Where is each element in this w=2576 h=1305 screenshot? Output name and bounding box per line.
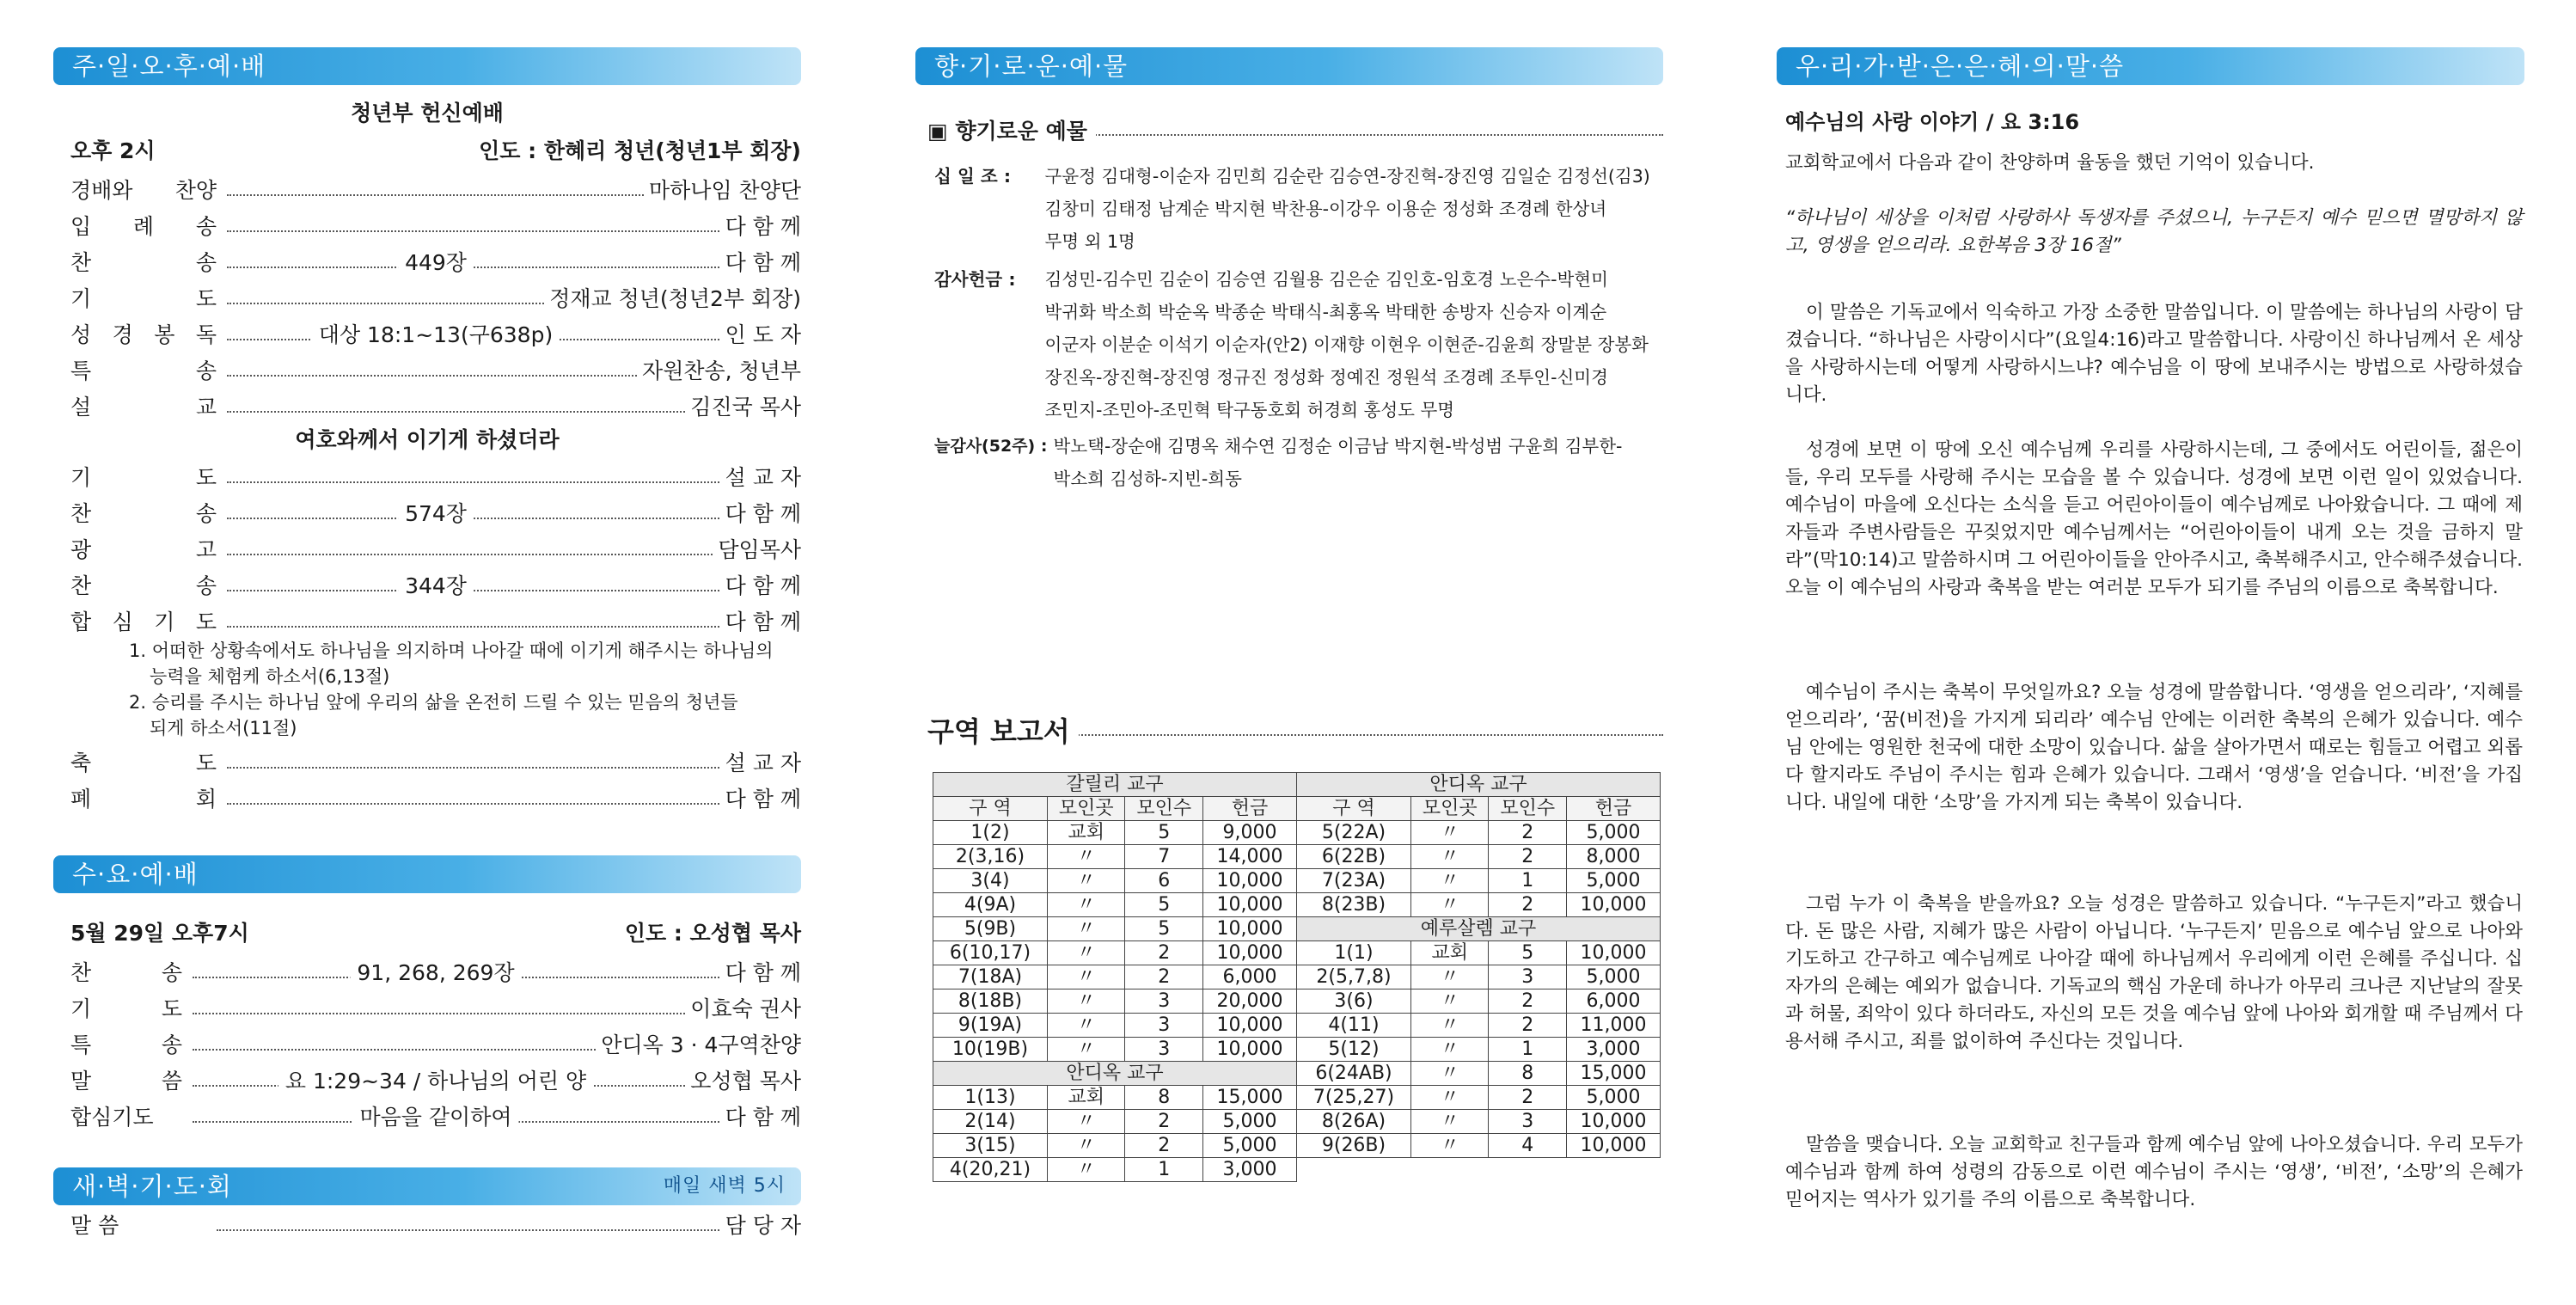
table-cell: 7(25,27) bbox=[1297, 1086, 1411, 1110]
order-row bbox=[70, 499, 801, 530]
table-row bbox=[1297, 989, 1661, 1014]
table-cell: 10,000 bbox=[1202, 893, 1296, 917]
name-line: 박귀화 박소희 박순옥 박종순 박태식-최홍옥 박태한 송방자 신승자 이계순 bbox=[1044, 302, 1607, 322]
table-cell: 2 bbox=[1489, 821, 1567, 845]
paragraph-2: 성경에 보면 이 땅에 오신 예수님께 우리를 사랑하시는데, 그 중에서도 어린이들, 젊은이들, 우리 모두를 사랑해 주시는 모습을 볼 수 있습니다. 성경에 보면 이런 일이 있었습니다. 예수님이 마을에 오신다는 소식을 듣고 어린아이들이 예수님께로 나아왔습니다. 그 때에 제자들과 주변사람들은 꾸짖었지만 예수님께서는 “어린아이들이 내게 오는 것을 금하지 말라”(막10:14)고 말씀하시며 그 어린아이들을 안아주시고, 축복해주시고, 안수해주셨습니다. 오늘 이 예수님의 사랑과 축복을 받는 여러분 모두가 되기를 주님의 이름으로 축복합니다. bbox=[1785, 439, 2523, 598]
intro-line: 교회학교에서 다음과 같이 찬양하며 율동을 했던 기억이 있습니다. bbox=[1785, 152, 2315, 174]
table-cell: 3,000 bbox=[1202, 1158, 1296, 1182]
order-right: 다 함 께 bbox=[720, 571, 801, 602]
name-line: 구윤정 김대형-이순자 김민희 김순란 김승연-장진혁-장진영 김일순 김정선(김3) bbox=[1044, 166, 1650, 187]
group-name: 안디옥 교구 bbox=[933, 1062, 1297, 1086]
prayer-line: 되게 하소서(11절) bbox=[150, 718, 297, 738]
order-label: 기 도 bbox=[70, 286, 217, 311]
name-line: 박노택-장순애 김명옥 채수연 김정순 이금남 박지현-박성범 구윤희 김부한- bbox=[1053, 436, 1623, 456]
season-label: 늘감사(52주) : bbox=[934, 437, 1048, 456]
order-label: 성 경 봉 독 bbox=[70, 322, 217, 347]
order-row bbox=[70, 1030, 801, 1061]
district-report-table-right bbox=[1296, 772, 1661, 1158]
table-cell: 10,000 bbox=[1202, 1014, 1296, 1038]
table-cell: 3 bbox=[1489, 965, 1567, 989]
table-cell: 10(19B) bbox=[933, 1038, 1048, 1062]
order-label: 찬 송 bbox=[70, 501, 217, 526]
dotted-leader bbox=[227, 767, 801, 769]
name-line: 조민지-조민아-조민혁 탁구동호회 허경희 홍성도 무명 bbox=[1044, 400, 1455, 420]
table-cell: 2 bbox=[1489, 893, 1567, 917]
name-line: 김창미 김태정 남계순 박지현 박찬용-이강우 이용순 정성화 조경례 한상녀 bbox=[1044, 199, 1607, 219]
table-row bbox=[933, 893, 1297, 917]
table-cell: 2 bbox=[1125, 965, 1203, 989]
table-row bbox=[1297, 1134, 1661, 1158]
table-cell: 〃 bbox=[1410, 989, 1489, 1014]
dotted-leader bbox=[217, 1229, 801, 1231]
tithe-section bbox=[934, 160, 1650, 258]
table-cell: 6(22B) bbox=[1297, 845, 1411, 869]
table-cell: 〃 bbox=[1047, 1014, 1125, 1038]
order-label: 합 심 기 도 bbox=[70, 610, 217, 634]
group-row bbox=[1297, 917, 1661, 941]
table-cell: 모인수 bbox=[1489, 797, 1567, 821]
table-cell: 6(24AB) bbox=[1297, 1062, 1411, 1086]
table-cell: 5 bbox=[1125, 893, 1203, 917]
tithe-names bbox=[1045, 160, 1650, 258]
dawn-order-row bbox=[70, 1210, 801, 1241]
order-right: 마하나임 찬양단 bbox=[644, 175, 801, 206]
table-cell: 〃 bbox=[1047, 869, 1125, 893]
service-title: 청년부 헌신예배 bbox=[351, 101, 504, 126]
order-detail: 574장 bbox=[398, 499, 474, 530]
dotted-leader bbox=[227, 590, 801, 591]
table-cell: 〃 bbox=[1047, 1038, 1125, 1062]
group-name: 갈릴리 교구 bbox=[933, 773, 1297, 797]
table-cell: 3(15) bbox=[933, 1134, 1048, 1158]
paragraph-4: 그럼 누가 이 축복을 받을까요? 오늘 성경은 말씀하고 있습니다. “누구든지”라고 했습니다. 돈 많은 사람, 지혜가 많은 사람이 아닙니다. ‘누구든지’ 믿음으로 예수님 앞으로 나아와 기도하고 간구하고 예수님께로 나아갈 때에 하나님께서 우리에게 이런 은혜를 주십니다. 십자가의 은혜는 예외가 없습니다. 기독교의 핵심 가운데 하나가 아무리 크나큰 지난날의 잘못과 허물, 죄악이 있다 하더라도, 자신의 모든 것을 예수님 앞에 나아와 회개할 때 주님께서 다 용서해 주시고, 죄를 없이하여 주신다는 것입니다. bbox=[1785, 893, 2523, 1052]
table-row bbox=[933, 941, 1297, 965]
table-row bbox=[1297, 1062, 1661, 1086]
name-line: 무명 외 1명 bbox=[1044, 231, 1135, 252]
table-cell: 8(18B) bbox=[933, 989, 1048, 1014]
order-right: 다 함 께 bbox=[720, 499, 801, 530]
table-cell: 구 역 bbox=[933, 797, 1048, 821]
table-cell: 모인곳 bbox=[1047, 797, 1125, 821]
order-row bbox=[70, 1102, 801, 1133]
group-name: 안디옥 교구 bbox=[1297, 773, 1661, 797]
table-cell: 〃 bbox=[1047, 989, 1125, 1014]
order-label: 광 고 bbox=[70, 537, 217, 562]
table-cell: 1 bbox=[1489, 869, 1567, 893]
table-cell: 2(5,7,8) bbox=[1297, 965, 1411, 989]
table-cell: 교회 bbox=[1047, 821, 1125, 845]
order-right: 다 함 께 bbox=[720, 784, 801, 815]
dotted-leader bbox=[227, 230, 801, 232]
order-label: 축 도 bbox=[70, 751, 217, 775]
table-cell: 〃 bbox=[1410, 821, 1489, 845]
prayer-line: 2. 승리를 주시는 하나님 앞에 우리의 삶을 온전히 드릴 수 있는 믿음의 청년들 bbox=[129, 692, 738, 713]
table-cell: 1 bbox=[1125, 1158, 1203, 1182]
table-cell: 14,000 bbox=[1202, 845, 1296, 869]
table-cell: 3 bbox=[1125, 1014, 1203, 1038]
group-row bbox=[933, 773, 1297, 797]
table-row bbox=[1297, 1038, 1661, 1062]
table-row bbox=[1297, 869, 1661, 893]
sermon-title: 여호와께서 이기게 하셨더라 bbox=[295, 427, 560, 452]
table-row bbox=[1297, 941, 1661, 965]
sermon-summary-title: 예수님의 사랑 이야기 / 요 3:16 bbox=[1785, 110, 2080, 134]
table-cell: 10,000 bbox=[1566, 1110, 1660, 1134]
order-row bbox=[70, 211, 801, 242]
order-right: 다 함 께 bbox=[720, 958, 801, 989]
paragraph-5: 말씀을 맺습니다. 오늘 교회학교 친구들과 함께 예수님 앞에 나아오셨습니다. 우리 모두가 예수님과 함께 하여 성령의 감동으로 이런 예수님이 주시는 ‘영생’, ‘비전’, ‘소망’의 은혜가 믿어지는 역사가 있기를 주의 이름으로 축복합니다. bbox=[1785, 1134, 2523, 1210]
order-right: 오성협 목사 bbox=[685, 1066, 801, 1097]
table-cell: 6,000 bbox=[1202, 965, 1296, 989]
table-cell: 2 bbox=[1489, 1086, 1567, 1110]
table-cell: 3 bbox=[1489, 1110, 1567, 1134]
order-right: 다 함 께 bbox=[720, 211, 801, 242]
table-cell: 〃 bbox=[1410, 869, 1489, 893]
order-row bbox=[70, 356, 801, 387]
order-label: 기 도 bbox=[70, 996, 182, 1021]
table-row bbox=[933, 1134, 1297, 1158]
table-cell: 8(26A) bbox=[1297, 1110, 1411, 1134]
order-detail: 대상 18:1~13(구638p) bbox=[312, 320, 560, 351]
table-cell: 3 bbox=[1125, 989, 1203, 1014]
order-label: 특 송 bbox=[70, 1032, 182, 1057]
table-cell: 3(4) bbox=[933, 869, 1048, 893]
table-cell: 〃 bbox=[1047, 1158, 1125, 1182]
table-cell: 4 bbox=[1489, 1134, 1567, 1158]
prayer-line: 능력을 체험케 하소서(6,13절) bbox=[150, 666, 390, 687]
prayer-item-1 bbox=[129, 638, 774, 689]
table-cell: 〃 bbox=[1047, 965, 1125, 989]
order-row bbox=[70, 284, 801, 315]
table-cell: 8 bbox=[1489, 1062, 1567, 1086]
table-cell: 15,000 bbox=[1566, 1062, 1660, 1086]
table-row bbox=[933, 1158, 1297, 1182]
order-row bbox=[70, 1066, 801, 1097]
table-cell: 20,000 bbox=[1202, 989, 1296, 1014]
order-right: 설 교 자 bbox=[720, 463, 801, 493]
order-right: 안디옥 3 · 4구역찬양 bbox=[596, 1030, 801, 1061]
table-cell: 〃 bbox=[1410, 845, 1489, 869]
order-right: 김진국 목사 bbox=[685, 392, 801, 423]
thanks-label: 감사헌금 : bbox=[934, 269, 1016, 290]
dawn-prayer-time: 매일 새벽 5시 bbox=[663, 1175, 786, 1197]
table-cell: 〃 bbox=[1047, 1110, 1125, 1134]
thanks-names bbox=[1045, 263, 1649, 426]
table-row bbox=[933, 1014, 1297, 1038]
order-right: 자원찬송, 청년부 bbox=[637, 356, 801, 387]
table-cell: 4(9A) bbox=[933, 893, 1048, 917]
banner-title: 주·일·오·후·예·배 bbox=[72, 52, 266, 81]
table-cell: 2(14) bbox=[933, 1110, 1048, 1134]
table-row bbox=[933, 965, 1297, 989]
table-row bbox=[933, 869, 1297, 893]
table-cell: 7(18A) bbox=[933, 965, 1048, 989]
order-row bbox=[70, 748, 801, 779]
order-row bbox=[70, 392, 801, 423]
banner-title: 우·리·가·받·은·은·혜·의·말·씀 bbox=[1796, 52, 2125, 81]
table-cell: 7 bbox=[1125, 845, 1203, 869]
table-cell: 9(19A) bbox=[933, 1014, 1048, 1038]
table-cell: 5,000 bbox=[1566, 821, 1660, 845]
table-cell: 5(22A) bbox=[1297, 821, 1411, 845]
order-detail: 91, 268, 269장 bbox=[350, 958, 521, 989]
table-cell: 3,000 bbox=[1566, 1038, 1660, 1062]
prayer-item-2 bbox=[129, 689, 738, 741]
name-line: 이군자 이분순 이석기 이순자(안2) 이재향 이현우 이현준-김윤희 장말분 장봉화 bbox=[1044, 334, 1649, 355]
order-label: 말 씀 bbox=[70, 1069, 182, 1094]
table-cell: 〃 bbox=[1047, 941, 1125, 965]
table-cell: 5 bbox=[1125, 917, 1203, 941]
table-row bbox=[933, 1110, 1297, 1134]
table-cell: 2 bbox=[1489, 989, 1567, 1014]
table-cell: 8,000 bbox=[1566, 845, 1660, 869]
order-detail: 344장 bbox=[398, 571, 474, 602]
table-cell: 8 bbox=[1125, 1086, 1203, 1110]
wednesday-leader: 인도 : 오성협 목사 bbox=[624, 921, 801, 946]
table-cell: 5,000 bbox=[1566, 869, 1660, 893]
service-leader: 인도 : 한혜리 청년(청년1부 회장) bbox=[479, 138, 801, 163]
order-label: 경배와 찬양 bbox=[70, 178, 217, 203]
table-cell: 〃 bbox=[1047, 917, 1125, 941]
table-row bbox=[933, 821, 1297, 845]
order-detail: 449장 bbox=[398, 248, 474, 279]
order-right: 다 함 께 bbox=[720, 607, 801, 638]
table-cell: 4(20,21) bbox=[933, 1158, 1048, 1182]
table-row bbox=[1297, 965, 1661, 989]
table-row bbox=[933, 917, 1297, 941]
table-cell: 〃 bbox=[1410, 893, 1489, 917]
table-cell: 1(2) bbox=[933, 821, 1048, 845]
table-cell: 교회 bbox=[1410, 941, 1489, 965]
dotted-leader bbox=[227, 267, 801, 268]
table-cell: 1(1) bbox=[1297, 941, 1411, 965]
district-report-table-left bbox=[933, 772, 1297, 1182]
table-cell: 구 역 bbox=[1297, 797, 1411, 821]
order-right: 다 함 께 bbox=[720, 248, 801, 279]
order-row bbox=[70, 175, 801, 206]
table-cell: 2(3,16) bbox=[933, 845, 1048, 869]
table-cell: 교회 bbox=[1047, 1086, 1125, 1110]
order-right: 정재교 청년(청년2부 회장) bbox=[544, 284, 801, 315]
table-cell: 9,000 bbox=[1202, 821, 1296, 845]
header-row bbox=[1297, 797, 1661, 821]
table-cell: 〃 bbox=[1410, 965, 1489, 989]
order-right: 담임목사 bbox=[713, 535, 801, 566]
table-cell: 5(9B) bbox=[933, 917, 1048, 941]
report-title: 구역 보고서 bbox=[927, 710, 1079, 750]
table-cell: 〃 bbox=[1047, 893, 1125, 917]
table-row bbox=[933, 845, 1297, 869]
table-cell: 8(23B) bbox=[1297, 893, 1411, 917]
season-names bbox=[1054, 430, 1623, 495]
header-row bbox=[933, 797, 1297, 821]
table-cell: 6,000 bbox=[1566, 989, 1660, 1014]
name-line: 김성민-김수민 김순이 김승연 김월용 김은순 김인호-임호경 노은수-박현미 bbox=[1044, 269, 1608, 290]
offering-banner bbox=[915, 47, 1663, 85]
order-right: 인 도 자 bbox=[720, 320, 801, 351]
table-row bbox=[933, 1086, 1297, 1110]
dotted-leader bbox=[227, 518, 801, 519]
table-cell: 15,000 bbox=[1202, 1086, 1296, 1110]
table-cell: 6 bbox=[1125, 869, 1203, 893]
table-cell: 〃 bbox=[1410, 1110, 1489, 1134]
order-row bbox=[70, 248, 801, 279]
banner-title: 수·요·예·배 bbox=[72, 860, 199, 889]
table-row bbox=[1297, 1086, 1661, 1110]
order-label: 입 례 송 bbox=[70, 214, 217, 239]
table-cell: 3 bbox=[1125, 1038, 1203, 1062]
table-cell: 11,000 bbox=[1566, 1014, 1660, 1038]
order-row bbox=[70, 958, 801, 989]
dawn-prayer-banner bbox=[53, 1167, 801, 1205]
table-cell: 1(13) bbox=[933, 1086, 1048, 1110]
table-row bbox=[933, 1038, 1297, 1062]
offering-title: ▣ 향기로운 예물 bbox=[927, 114, 1096, 145]
order-row bbox=[70, 994, 801, 1025]
order-detail: 마음을 같이하여 bbox=[353, 1102, 519, 1133]
banner-title: 향·기·로·운·예·물 bbox=[934, 52, 1129, 81]
order-row bbox=[70, 607, 801, 638]
table-cell: 모인수 bbox=[1125, 797, 1203, 821]
order-right: 다 함 께 bbox=[720, 1102, 801, 1133]
table-cell: 5 bbox=[1489, 941, 1567, 965]
table-cell: 3(6) bbox=[1297, 989, 1411, 1014]
paragraph-3: 예수님이 주시는 축복이 무엇일까요? 오늘 성경에 말씀합니다. ‘영생을 얻으리라’, ‘지혜를 얻으리라’, ‘꿈(비전)을 가지게 되리라’ 예수님 안에는 이러한 축복의 은혜가 있습니다. 예수님 안에는 영원한 천국에 대한 소망이 있습니다. 삶을 살아가면서 때로는 힘들고 어렵고 외롭다 할지라도 주님이 주시는 힘과 은혜가 있습니다. 그래서 ‘영생’을 얻습니다. ‘비전’을 가집니다. 내일에 대한 ‘소망’을 가지게 되는 축복이 있습니다. bbox=[1785, 682, 2524, 813]
table-cell: 헌금 bbox=[1202, 797, 1296, 821]
quote-paragraph: “하나님이 세상을 이처럼 사랑하사 독생자를 주셨으니, 누구든지 예수 믿으면 멸망하지 않고, 영생을 얻으리라. 요한복음 3장 16절” bbox=[1785, 207, 2523, 256]
table-cell: 7(23A) bbox=[1297, 869, 1411, 893]
table-row bbox=[1297, 893, 1661, 917]
order-label: 폐 회 bbox=[70, 787, 217, 812]
table-cell: 10,000 bbox=[1202, 917, 1296, 941]
table-row bbox=[1297, 1110, 1661, 1134]
table-cell: 〃 bbox=[1047, 845, 1125, 869]
table-cell: 헌금 bbox=[1566, 797, 1660, 821]
table-cell: 〃 bbox=[1410, 1062, 1489, 1086]
order-label: 말 씀 bbox=[70, 1213, 119, 1238]
table-cell: 5,000 bbox=[1566, 1086, 1660, 1110]
order-label: 기 도 bbox=[70, 465, 217, 490]
table-cell: 2 bbox=[1125, 1134, 1203, 1158]
table-cell: 6(10,17) bbox=[933, 941, 1048, 965]
table-cell: 10,000 bbox=[1566, 1134, 1660, 1158]
season-section bbox=[934, 430, 1622, 495]
order-label: 찬 송 bbox=[70, 960, 182, 985]
table-cell: 10,000 bbox=[1202, 941, 1296, 965]
sunday-afternoon-banner bbox=[53, 47, 801, 85]
table-cell: 1 bbox=[1489, 1038, 1567, 1062]
prayer-line: 1. 어떠한 상황속에서도 하나님을 의지하며 나아갈 때에 이기게 해주시는 하나님의 bbox=[129, 640, 774, 661]
table-cell: 2 bbox=[1489, 845, 1567, 869]
table-cell: 4(11) bbox=[1297, 1014, 1411, 1038]
table-cell: 10,000 bbox=[1202, 869, 1296, 893]
table-cell: 9(26B) bbox=[1297, 1134, 1411, 1158]
order-row bbox=[70, 320, 801, 351]
order-row bbox=[70, 463, 801, 493]
group-row bbox=[933, 1062, 1297, 1086]
paragraph-1: 이 말씀은 기독교에서 익숙하고 가장 소중한 말씀입니다. 이 말씀에는 하나님의 사랑이 담겼습니다. “하나님은 사랑이시다”(요일4:16)라고 말씀합니다. 사랑이신 하나님께서 온 세상을 사랑하시는데 어떻게 사랑하시느냐? 예수님을 이 땅에 보내주시는 방법으로 사랑하셨습니다. bbox=[1785, 302, 2523, 406]
service-time: 오후 2시 bbox=[70, 138, 156, 163]
banner-title: 새·벽·기·도·회 bbox=[72, 1172, 232, 1201]
tithe-label: 십 일 조 : bbox=[934, 166, 1012, 187]
table-cell: 10,000 bbox=[1566, 941, 1660, 965]
table-row bbox=[933, 989, 1297, 1014]
name-line: 장진옥-장진혁-장진영 정규진 정성화 정예진 정원석 조경례 조투인-신미경 bbox=[1044, 367, 1608, 388]
table-cell: 모인곳 bbox=[1410, 797, 1489, 821]
table-cell: 10,000 bbox=[1566, 893, 1660, 917]
table-cell: 〃 bbox=[1047, 1134, 1125, 1158]
order-row bbox=[70, 784, 801, 815]
dotted-leader bbox=[227, 481, 801, 483]
wednesday-banner bbox=[53, 855, 801, 893]
table-cell: 2 bbox=[1125, 1110, 1203, 1134]
order-label: 설 교 bbox=[70, 395, 217, 420]
table-cell: 5,000 bbox=[1566, 965, 1660, 989]
thanks-section bbox=[934, 263, 1649, 426]
dotted-leader bbox=[227, 803, 801, 805]
table-row bbox=[1297, 821, 1661, 845]
table-cell: 〃 bbox=[1410, 1134, 1489, 1158]
table-cell: 10,000 bbox=[1202, 1038, 1296, 1062]
table-cell: 〃 bbox=[1410, 1014, 1489, 1038]
group-name: 예루살렘 교구 bbox=[1297, 917, 1661, 941]
dotted-leader bbox=[227, 626, 801, 628]
table-cell: 2 bbox=[1125, 941, 1203, 965]
order-label: 특 송 bbox=[70, 358, 217, 383]
wednesday-time: 5월 29일 오후7시 bbox=[70, 921, 249, 946]
table-row bbox=[1297, 1014, 1661, 1038]
table-row bbox=[1297, 845, 1661, 869]
order-right: 설 교 자 bbox=[720, 748, 801, 779]
sermon-summary-banner bbox=[1777, 47, 2524, 85]
table-cell: 〃 bbox=[1410, 1086, 1489, 1110]
table-cell: 5,000 bbox=[1202, 1110, 1296, 1134]
order-row bbox=[70, 535, 801, 566]
order-label: 찬 송 bbox=[70, 250, 217, 275]
order-label: 찬 송 bbox=[70, 573, 217, 598]
order-row bbox=[70, 571, 801, 602]
table-cell: 5 bbox=[1125, 821, 1203, 845]
table-cell: 〃 bbox=[1410, 1038, 1489, 1062]
table-cell: 5,000 bbox=[1202, 1134, 1296, 1158]
order-label: 합심기도 bbox=[70, 1105, 154, 1130]
table-cell: 2 bbox=[1489, 1014, 1567, 1038]
table-cell: 5(12) bbox=[1297, 1038, 1411, 1062]
name-line: 박소희 김성하-지빈-희동 bbox=[1053, 469, 1242, 489]
order-right: 이효숙 권사 bbox=[685, 994, 801, 1025]
group-row bbox=[1297, 773, 1661, 797]
order-right: 담 당 자 bbox=[720, 1210, 801, 1241]
order-detail: 요 1:29~34 / 하나님의 어린 양 bbox=[278, 1066, 593, 1097]
